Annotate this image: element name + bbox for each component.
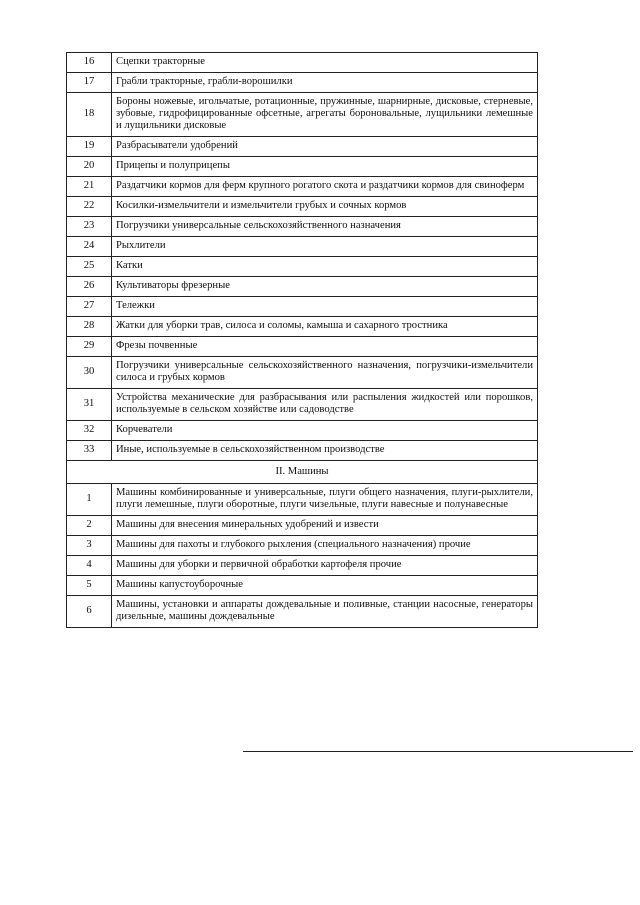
- table-row: [67, 197, 538, 217]
- row-number: 20: [67, 157, 112, 177]
- row-text: Косилки-измельчители и измельчители грубых и сочных кормов: [112, 197, 538, 217]
- row-number: 28: [67, 317, 112, 337]
- table-row: [67, 93, 538, 137]
- machinery-table: [66, 52, 538, 628]
- table-row: [67, 237, 538, 257]
- table-row: [67, 257, 538, 277]
- row-number: 22: [67, 197, 112, 217]
- row-number: 29: [67, 337, 112, 357]
- row-text: Грабли тракторные, грабли-ворошилки: [112, 73, 538, 93]
- table-row: [67, 73, 538, 93]
- row-text: Погрузчики универсальные сельскохозяйственного назначения, погрузчики-измельчители силоса и грубых кормов: [112, 357, 538, 389]
- table-row: [67, 277, 538, 297]
- row-number: 16: [67, 53, 112, 73]
- row-text: Сцепки тракторные: [112, 53, 538, 73]
- table-row: [67, 337, 538, 357]
- row-text: Прицепы и полуприцепы: [112, 157, 538, 177]
- row-text: Катки: [112, 257, 538, 277]
- footer-rule: [243, 751, 633, 752]
- table-row: [67, 357, 538, 389]
- row-number: 2: [67, 516, 112, 536]
- row-text: Машины для пахоты и глубокого рыхления (специального назначения) прочие: [112, 536, 538, 556]
- table-row: [67, 421, 538, 441]
- row-text: Машины для уборки и первичной обработки картофеля прочие: [112, 556, 538, 576]
- row-number: 30: [67, 357, 112, 389]
- section-title: II. Машины: [67, 461, 538, 484]
- table-body: [67, 53, 538, 628]
- row-number: 4: [67, 556, 112, 576]
- row-text: Погрузчики универсальные сельскохозяйственного назначения: [112, 217, 538, 237]
- row-number: 19: [67, 137, 112, 157]
- row-number: 3: [67, 536, 112, 556]
- row-number: 6: [67, 596, 112, 628]
- row-text: Машины, установки и аппараты дождевальные и поливные, станции насосные, генераторы дизельные, машины дождевальные: [112, 596, 538, 628]
- section-heading-row: [67, 461, 538, 484]
- table-row: [67, 536, 538, 556]
- row-number: 24: [67, 237, 112, 257]
- row-number: 18: [67, 93, 112, 137]
- table-row: [67, 157, 538, 177]
- row-number: 33: [67, 441, 112, 461]
- table-row: [67, 297, 538, 317]
- table-row: [67, 177, 538, 197]
- row-number: 27: [67, 297, 112, 317]
- row-number: 5: [67, 576, 112, 596]
- row-number: 1: [67, 484, 112, 516]
- table-row: [67, 53, 538, 73]
- table-row: [67, 441, 538, 461]
- table-row: [67, 137, 538, 157]
- table-row: [67, 389, 538, 421]
- row-text: Машины комбинированные и универсальные, плуги общего назначения, плуги-рыхлители, плуги лемешные, плуги оборотные, плуги чизельные, плуги навесные и полунавесные: [112, 484, 538, 516]
- row-text: Машины для внесения минеральных удобрений и извести: [112, 516, 538, 536]
- table-row: [67, 217, 538, 237]
- row-text: Раздатчики кормов для ферм крупного рогатого скота и раздатчики кормов для свиноферм: [112, 177, 538, 197]
- row-number: 23: [67, 217, 112, 237]
- row-text: Корчеватели: [112, 421, 538, 441]
- row-number: 17: [67, 73, 112, 93]
- table-row: [67, 484, 538, 516]
- table-row: [67, 596, 538, 628]
- table-row: [67, 556, 538, 576]
- row-text: Бороны ножевые, игольчатые, ротационные, пружинные, шарнирные, дисковые, стерневые, зубовые, гидрофицированные офсетные, агрегаты бороновальные, лущильники лемешные и лущильники дисковые: [112, 93, 538, 137]
- row-number: 21: [67, 177, 112, 197]
- row-text: Машины капустоуборочные: [112, 576, 538, 596]
- row-text: Устройства механические для разбрасывания или распыления жидкостей или порошков, используемые в сельском хозяйстве или садоводстве: [112, 389, 538, 421]
- table-row: [67, 317, 538, 337]
- row-text: Тележки: [112, 297, 538, 317]
- row-text: Жатки для уборки трав, силоса и соломы, камыша и сахарного тростника: [112, 317, 538, 337]
- row-text: Рыхлители: [112, 237, 538, 257]
- row-number: 31: [67, 389, 112, 421]
- table-row: [67, 576, 538, 596]
- row-text: Разбрасыватели удобрений: [112, 137, 538, 157]
- row-number: 26: [67, 277, 112, 297]
- row-text: Иные, используемые в сельскохозяйственном производстве: [112, 441, 538, 461]
- row-text: Фрезы почвенные: [112, 337, 538, 357]
- table-row: [67, 516, 538, 536]
- row-number: 25: [67, 257, 112, 277]
- row-number: 32: [67, 421, 112, 441]
- row-text: Культиваторы фрезерные: [112, 277, 538, 297]
